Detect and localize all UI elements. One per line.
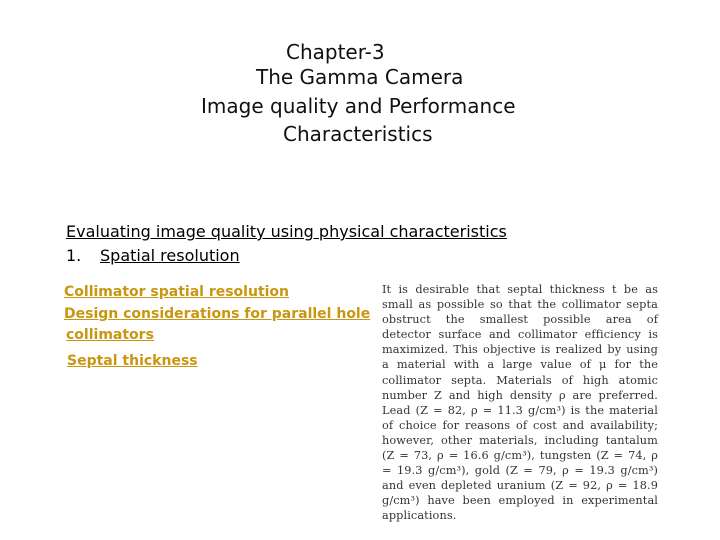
list-item-number: 1. [66,246,82,265]
link-septal-thickness[interactable]: Septal thickness [67,353,198,369]
section-heading: Evaluating image quality using physical characteristics [66,222,507,241]
list-item-label: Spatial resolution [100,246,240,265]
link-collimator-spatial-resolution[interactable]: Collimator spatial resolution [64,284,290,300]
numbered-list-item [66,245,240,267]
textbook-excerpt-image: It is desirable that septal thickness t be as small as possible so that the collimator septa obstruct the smallest possible area of detector surface and collimator efficiency is maximized. This objective is realized by using a material with a large value of μ for the collimator septa. Materials of high atomic number Z and high density ρ are preferred. Lead (Z = 82, ρ = 11.3 g/cm³) is the material of choice for reasons of cost and availability; however, other materials, including tantalum (Z = 73, ρ = 16.6 g/cm³), tungsten (Z = 74, ρ = 19.3 g/cm³), gold (Z = 79, ρ = 19.3 g/cm³) and even depleted uranium (Z = 92, ρ = 18.9 g/cm³) have been employed in experimental applications. [382,283,658,523]
title-line-chapter: Chapter-3 [286,40,385,64]
title-line-subtitle-2: Characteristics [283,122,433,146]
link-design-considerations[interactable]: Design considerations for parallel hole [64,306,371,322]
title-line-subtitle: Image quality and Performance [201,94,516,118]
topic-links [64,281,370,372]
title-line-topic: The Gamma Camera [256,65,464,89]
link-collimators[interactable]: collimators [66,327,154,343]
